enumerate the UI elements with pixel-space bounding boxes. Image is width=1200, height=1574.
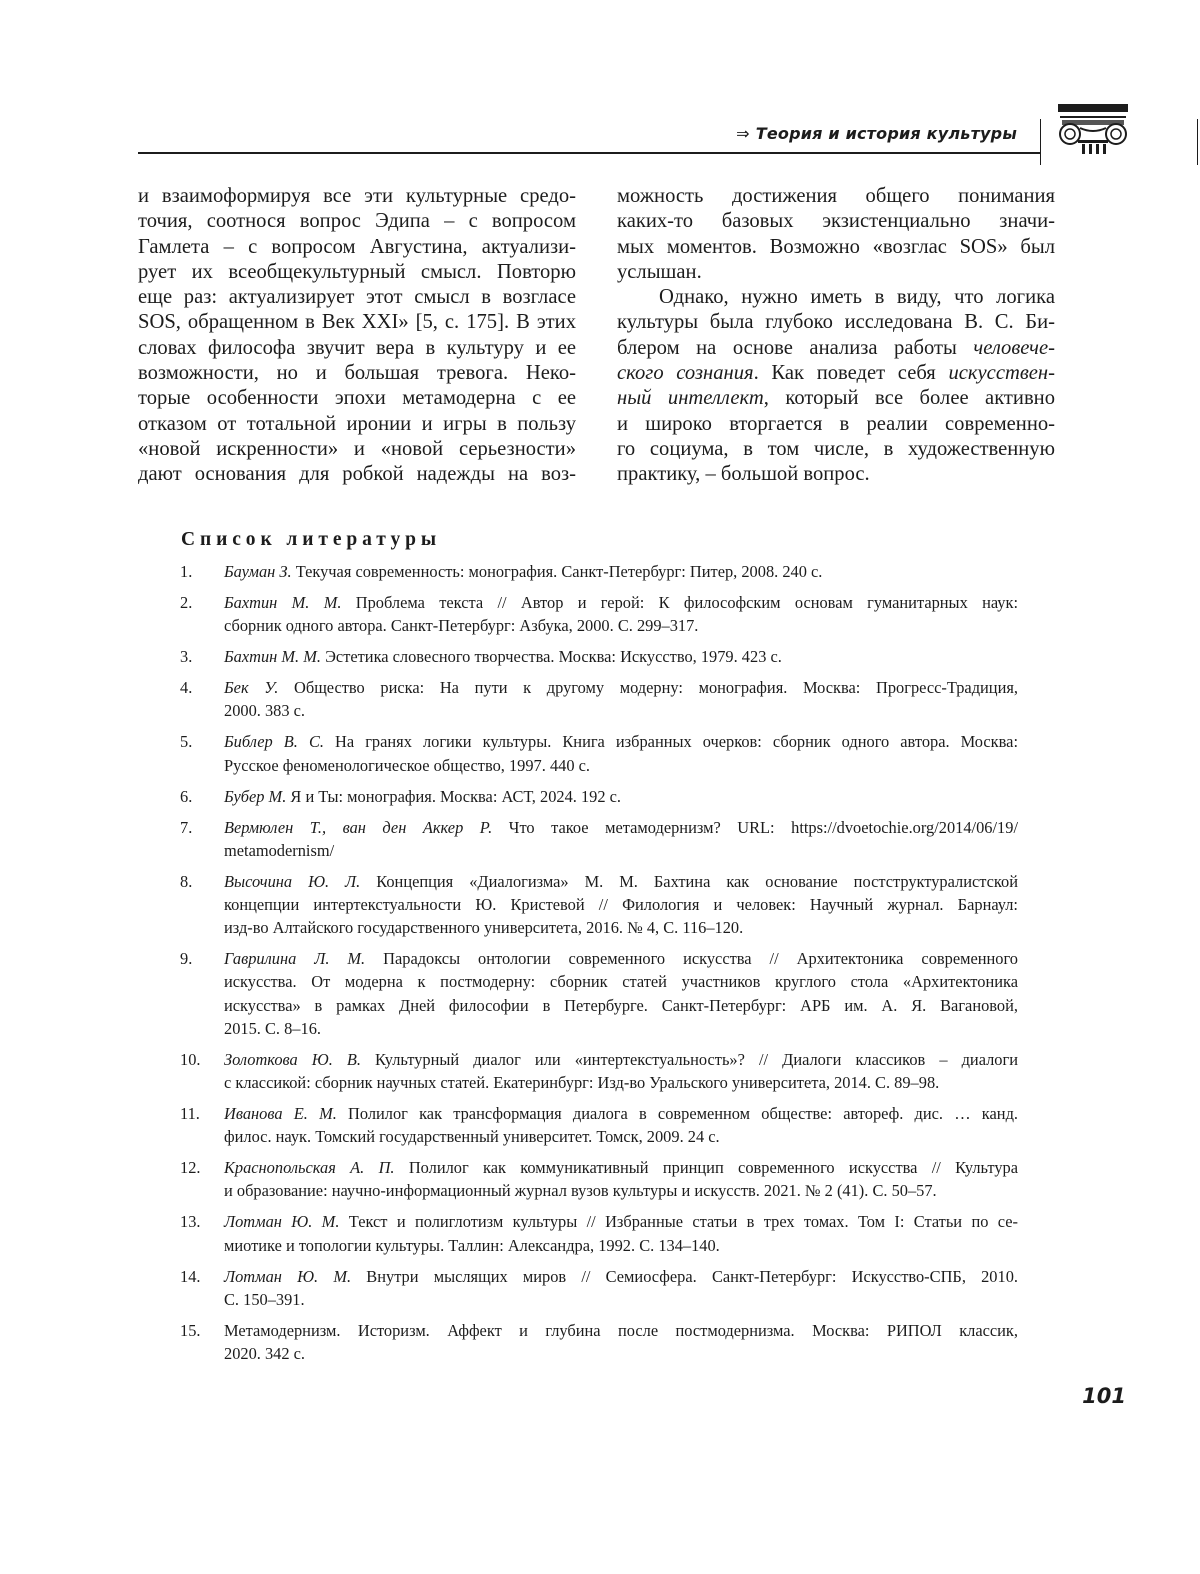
- text-run: , который все более активно: [763, 387, 1055, 410]
- text-line: [617, 386, 1055, 411]
- reference-number: 13.: [180, 1212, 201, 1232]
- italic-term: ского сознания: [617, 362, 754, 385]
- reference-number: 3.: [180, 647, 193, 667]
- text-line: [617, 336, 1055, 361]
- reference-author: Вермюлен Т., ван ден Аккер Р.: [224, 817, 493, 837]
- reference-author: Бауман З.: [224, 562, 292, 581]
- reference-item: [180, 816, 1018, 862]
- reference-author: Золоткова Ю. В.: [224, 1049, 361, 1069]
- text-line: SOS, обращенном в Век XXI» [5, с. 175]. В этих: [138, 311, 576, 334]
- text-line: дают основания для робкой надежды на воз-: [138, 463, 576, 486]
- reference-author: Бахтин М. М.: [224, 593, 342, 612]
- left-column: [138, 184, 576, 488]
- reference-author: Лотман Ю. М.: [224, 1266, 352, 1286]
- reference-line: [224, 676, 1018, 699]
- references-heading: Список литературы: [181, 529, 442, 550]
- reference-line: изд-во Алтайского государственного университета, 2016. № 4, С. 116–120.: [224, 918, 744, 938]
- reference-number: 12.: [180, 1158, 201, 1178]
- section-title: [736, 124, 1017, 143]
- reference-number: 5.: [180, 732, 193, 752]
- reference-line: [224, 870, 1018, 893]
- reference-text: Внутри мыслящих миров // Семиосфера. Санкт-Петербург: Искусство-СПБ, 2010.: [351, 1266, 1018, 1286]
- text-line: услышан.: [617, 260, 702, 283]
- text-line: «новой искренности» и «новой серьезности»: [138, 437, 576, 460]
- reference-line: [224, 1265, 1018, 1288]
- reference-number: 7.: [180, 817, 193, 837]
- text-line: и взаимоформируя все эти культурные средо-: [138, 185, 576, 207]
- text-line: мых моментов. Возможно «возглас SOS» был: [617, 235, 1055, 258]
- reference-number: 15.: [180, 1320, 201, 1340]
- reference-item: [180, 1265, 1018, 1311]
- reference-author: Гаврилина Л. М.: [224, 949, 366, 969]
- reference-author: Бубер М.: [224, 786, 287, 806]
- reference-list: [180, 560, 1018, 1373]
- reference-text: Метамодернизм. Историзм. Аффект и глубина после постмодернизма. Москва: РИПОЛ классик,: [224, 1320, 1018, 1340]
- reference-line: с классикой: сборник научных статей. Екатеринбург: Изд-во Уральского университета, 2014. С. 89–98.: [224, 1073, 940, 1093]
- reference-line: искусства. От модерна к постмодерну: сборник статей участников круглого стола «Архитектоника: [224, 972, 1018, 992]
- reference-author: Высочина Ю. Л.: [224, 871, 361, 891]
- reference-number: 2.: [180, 593, 193, 612]
- reference-line: [224, 1048, 1018, 1071]
- reference-number: 14.: [180, 1266, 201, 1286]
- reference-line: искусства» в рамках Дней философии в Петербурге. Санкт-Петербург: АРБ им. А. Я. Вагановой,: [224, 995, 1018, 1015]
- reference-line: metamodernism/: [224, 840, 335, 860]
- reference-text: На гранях логики культуры. Книга избранных очерков: сборник одного автора. Москва:: [323, 732, 1019, 752]
- reference-item: [180, 1210, 1018, 1256]
- reference-line: [224, 645, 1018, 668]
- text-line: Однако, нужно иметь в виду, что логика: [659, 286, 1055, 309]
- reference-line: 2015. С. 8–16.: [224, 1018, 321, 1038]
- reference-item: [180, 1319, 1018, 1365]
- reference-text: Парадоксы онтологии современного искусства // Архитектоника современного: [365, 949, 1018, 969]
- reference-line: [224, 1156, 1018, 1179]
- reference-number: 11.: [180, 1104, 200, 1124]
- text-line: еще раз: актуализирует этот смысл в возгласе: [138, 286, 576, 309]
- reference-author: Иванова Е. М.: [224, 1104, 337, 1124]
- reference-line: [224, 1210, 1018, 1233]
- reference-number: 8.: [180, 871, 193, 891]
- reference-item: [180, 676, 1018, 722]
- reference-author: Краснопольская А. П.: [224, 1158, 395, 1178]
- text-line: практику, – большой вопрос.: [617, 463, 870, 486]
- reference-line: [224, 730, 1018, 753]
- reference-line: С. 150–391.: [224, 1289, 305, 1309]
- running-header: [0, 0, 1200, 180]
- reference-item: [180, 1102, 1018, 1148]
- text-line: го социума, в том числе, в художественную: [617, 437, 1055, 460]
- text-run: блером на основе анализа работы: [617, 336, 974, 359]
- reference-text: Я и Ты: монография. Москва: АСТ, 2024. 192 с.: [286, 786, 622, 806]
- reference-text: Эстетика словесного творчества. Москва: Искусство, 1979. 423 с.: [321, 647, 782, 667]
- text-line: торые особенности эпохи метамодерна с ее: [138, 387, 576, 410]
- reference-number: 10.: [180, 1049, 201, 1069]
- text-line: каких-то базовых экзистенциально значи-: [617, 210, 1055, 233]
- text-line: Гамлета – с вопросом Августина, актуализи-: [138, 235, 576, 258]
- reference-item: [180, 870, 1018, 940]
- reference-line: [224, 591, 1018, 614]
- reference-text: Текст и полиглотизм культуры // Избранные статьи в трех томах. Том I: Статьи по се-: [339, 1212, 1018, 1232]
- reference-line: [224, 1319, 1018, 1342]
- reference-text: Общество риска: На пути к другому модерну: монография. Москва: Прогресс-Традиция,: [278, 678, 1018, 698]
- reference-line: 2000. 383 с.: [224, 701, 306, 721]
- reference-text: Проблема текста // Автор и герой: К философским основам гуманитарных наук:: [341, 593, 1019, 612]
- text-line: словах философа звучит вера в культуру и ее: [138, 336, 576, 359]
- reference-text: Что такое метамодернизм? URL: https://dvoetochie.org/2014/06/19/: [492, 817, 1019, 837]
- reference-text: Полилог как коммуникативный принцип современного искусства // Культура: [394, 1158, 1018, 1178]
- arrow-icon: ⇒: [736, 124, 750, 143]
- reference-author: Бахтин М. М.: [224, 647, 321, 667]
- reference-line: [224, 947, 1018, 970]
- text-line: возможности, но и большая тревога. Неко-: [138, 362, 576, 385]
- header-rule: [138, 152, 1196, 154]
- reference-line: миотике и топологии культуры. Таллин: Александра, 1992. С. 134–140.: [224, 1235, 720, 1255]
- text-line: отказом от тотальной иронии и игры в пользу: [138, 412, 576, 435]
- right-column: [617, 184, 1055, 488]
- reference-line: [224, 560, 1018, 583]
- ionic-capital-icon: [1056, 104, 1130, 154]
- reference-number: 4.: [180, 678, 193, 698]
- reference-item: [180, 1156, 1018, 1202]
- reference-item: [180, 947, 1018, 1040]
- text-line: рует их всеобщекультурный смысл. Повторю: [138, 260, 576, 283]
- italic-term: искусствен-: [948, 362, 1055, 385]
- reference-text: Полилог как трансформация диалога в современном обществе: автореф. дис. … канд.: [336, 1104, 1019, 1124]
- reference-line: [224, 816, 1018, 839]
- text-run: . Как поведет себя: [753, 362, 949, 385]
- page-number: 101: [1082, 1384, 1126, 1408]
- reference-line: [224, 785, 1018, 808]
- reference-line: Русское феноменологическое общество, 1997. 440 с.: [224, 755, 591, 775]
- italic-term: ный интеллект: [617, 387, 764, 410]
- reference-item: [180, 785, 1018, 808]
- reference-author: Бек У.: [224, 678, 279, 698]
- text-line: точия, соотнося вопрос Эдипа – с вопросом: [138, 210, 576, 233]
- text-line: [617, 361, 1055, 386]
- reference-line: 2020. 342 с.: [224, 1344, 306, 1364]
- reference-item: [180, 730, 1018, 776]
- reference-item: [180, 645, 1018, 668]
- reference-author: Библер В. С.: [224, 732, 324, 752]
- reference-number: 1.: [180, 562, 193, 581]
- reference-item: [180, 1048, 1018, 1094]
- reference-item: [180, 560, 1018, 583]
- reference-number: 6.: [180, 786, 193, 806]
- reference-line: сборник одного автора. Санкт-Петербург: Азбука, 2000. С. 299–317.: [224, 616, 699, 636]
- reference-line: [224, 1102, 1018, 1125]
- reference-text: Концепция «Диалогизма» М. М. Бахтина как основание постструктуралистской: [360, 871, 1018, 891]
- reference-text: Культурный диалог или «интертекстуальность»? // Диалоги классиков – диалоги: [360, 1049, 1018, 1069]
- reference-line: филос. наук. Томский государственный университет. Томск, 2009. 24 с.: [224, 1127, 720, 1147]
- reference-author: Лотман Ю. М.: [224, 1212, 340, 1232]
- reference-line: концепции интертекстуальности Ю. Кристевой // Филология и человек: Научный журнал. Барнаул:: [224, 895, 1018, 915]
- reference-number: 9.: [180, 949, 193, 969]
- text-line: можность достижения общего понимания: [617, 185, 1055, 207]
- italic-term: человече-: [973, 336, 1055, 359]
- reference-item: [180, 591, 1018, 637]
- section-title-text: Теория и история культуры: [755, 124, 1017, 143]
- text-line: и широко вторгается в реалии современно-: [617, 412, 1055, 435]
- reference-text: Текучая современность: монография. Санкт-Петербург: Питер, 2008. 240 с.: [291, 562, 823, 581]
- text-line: культуры была глубоко исследована В. С. Би-: [617, 311, 1055, 334]
- reference-line: и образование: научно-информационный журнал вузов культуры и искусств. 2021. № 2 (41). С. 50–57.: [224, 1181, 937, 1201]
